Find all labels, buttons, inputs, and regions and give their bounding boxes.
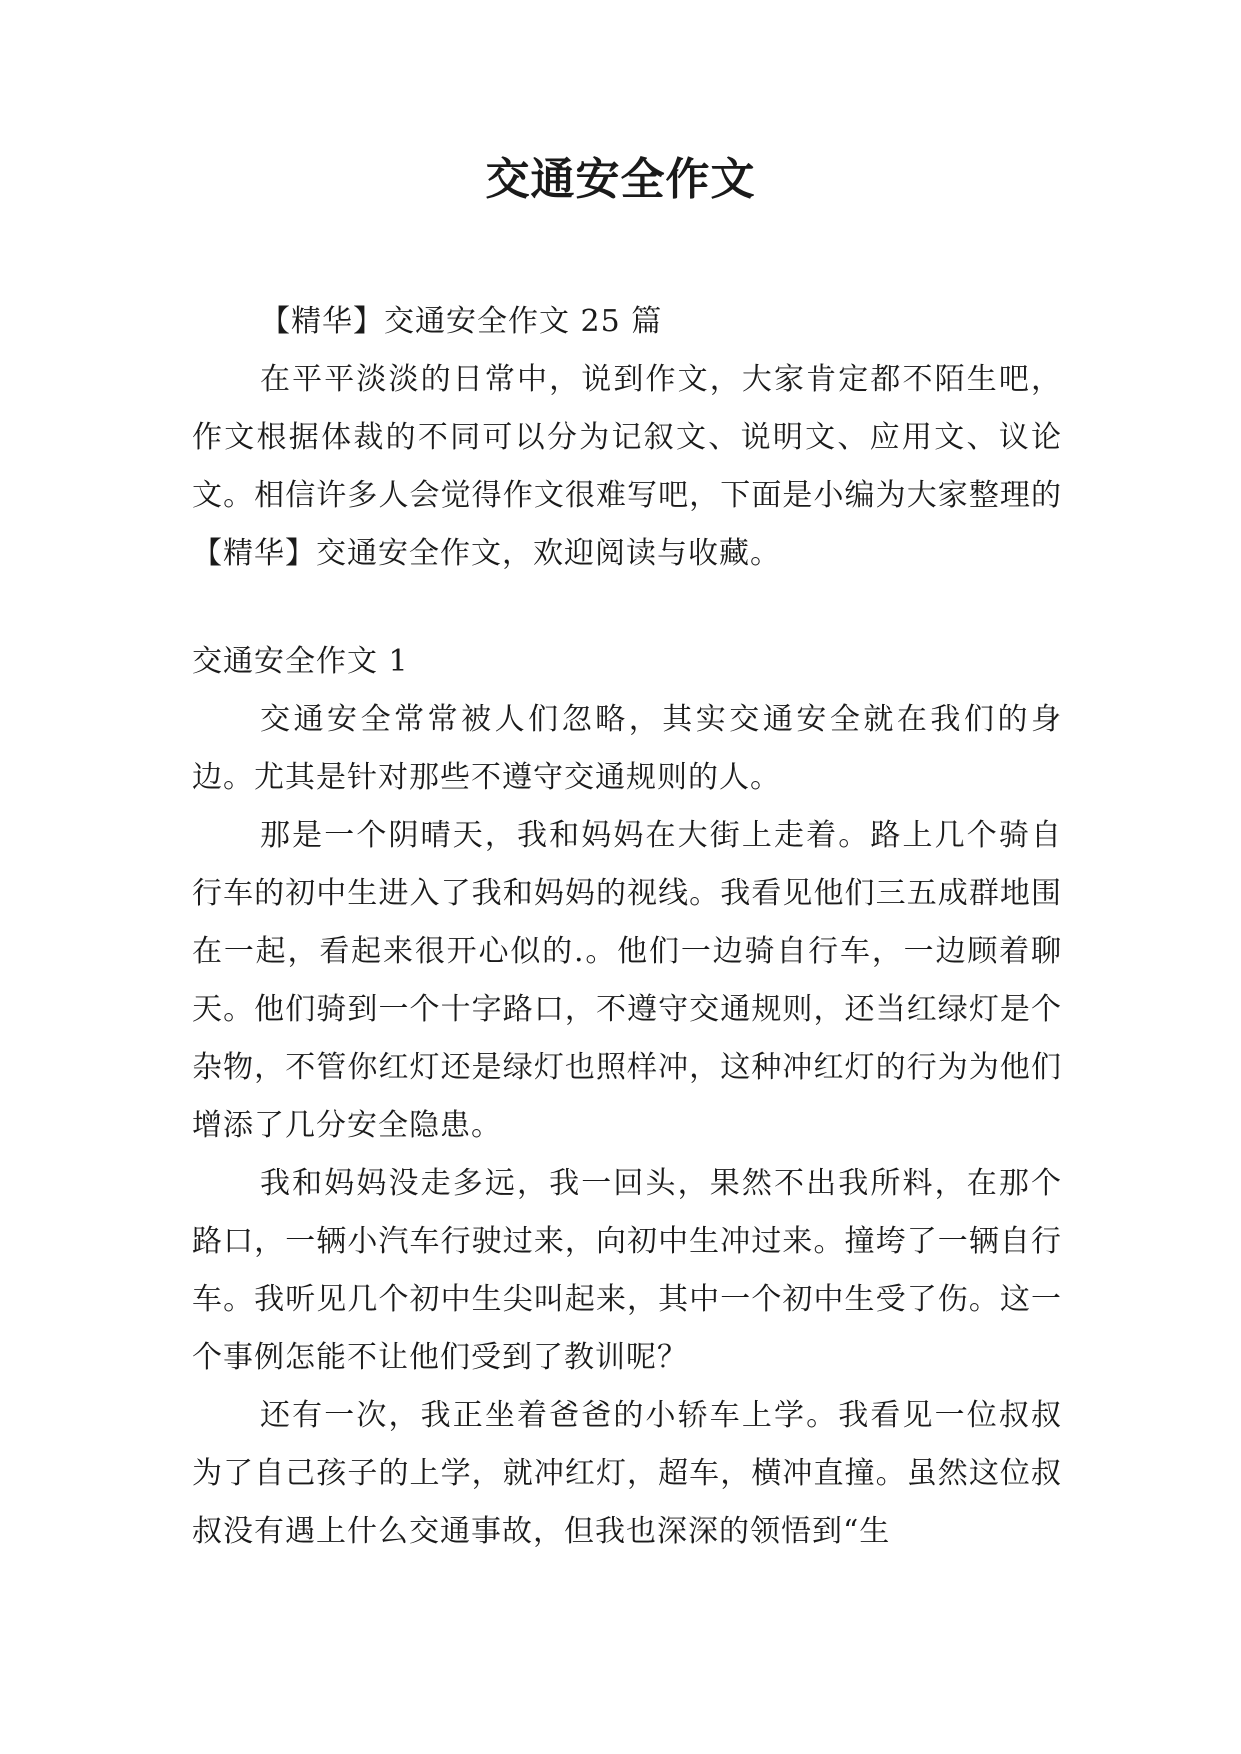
document-body <box>192 293 1062 1561</box>
body-paragraph: 那是一个阴晴天，我和妈妈在大街上走着。路上几个骑自行车的初中生进入了我和妈妈的视线。我看见他们三五成群地围在一起，看起来很开心似的.。他们一边骑自行车，一边顾着聊天。他们骑到一个十字路口，不遵守交通规则，还当红绿灯是个杂物，不管你红灯还是绿灯也照样冲，这种冲红灯的行为为他们增添了几分安全隐患。 <box>192 818 1062 1143</box>
document-title: 交通安全作文 <box>485 154 756 205</box>
section-spacer <box>192 583 1062 633</box>
document-subtitle: 【精华】交通安全作文 25 篇 <box>260 304 663 339</box>
intro-paragraph: 在平平淡淡的日常中，说到作文，大家肯定都不陌生吧，作文根据体裁的不同可以分为记叙文、说明文、应用文、议论文。相信许多人会觉得作文很难写吧，下面是小编为大家整理的【精华】交通安全作文，欢迎阅读与收藏。 <box>192 362 1062 571</box>
body-paragraph: 还有一次，我正坐着爸爸的小轿车上学。我看见一位叔叔为了自己孩子的上学，就冲红灯，超车，横冲直撞。虽然这位叔叔没有遇上什么交通事故，但我也深深的领悟到“生 <box>192 1398 1062 1549</box>
section-heading: 交通安全作文 1 <box>192 644 409 679</box>
body-paragraph: 我和妈妈没走多远，我一回头，果然不出我所料，在那个路口，一辆小汽车行驶过来，向初中生冲过来。撞垮了一辆自行车。我听见几个初中生尖叫起来，其中一个初中生受了伤。这一个事例怎能不让他们受到了教训呢？ <box>192 1166 1062 1375</box>
body-paragraph: 交通安全常常被人们忽略，其实交通安全就在我们的身边。尤其是针对那些不遵守交通规则的人。 <box>192 702 1062 795</box>
